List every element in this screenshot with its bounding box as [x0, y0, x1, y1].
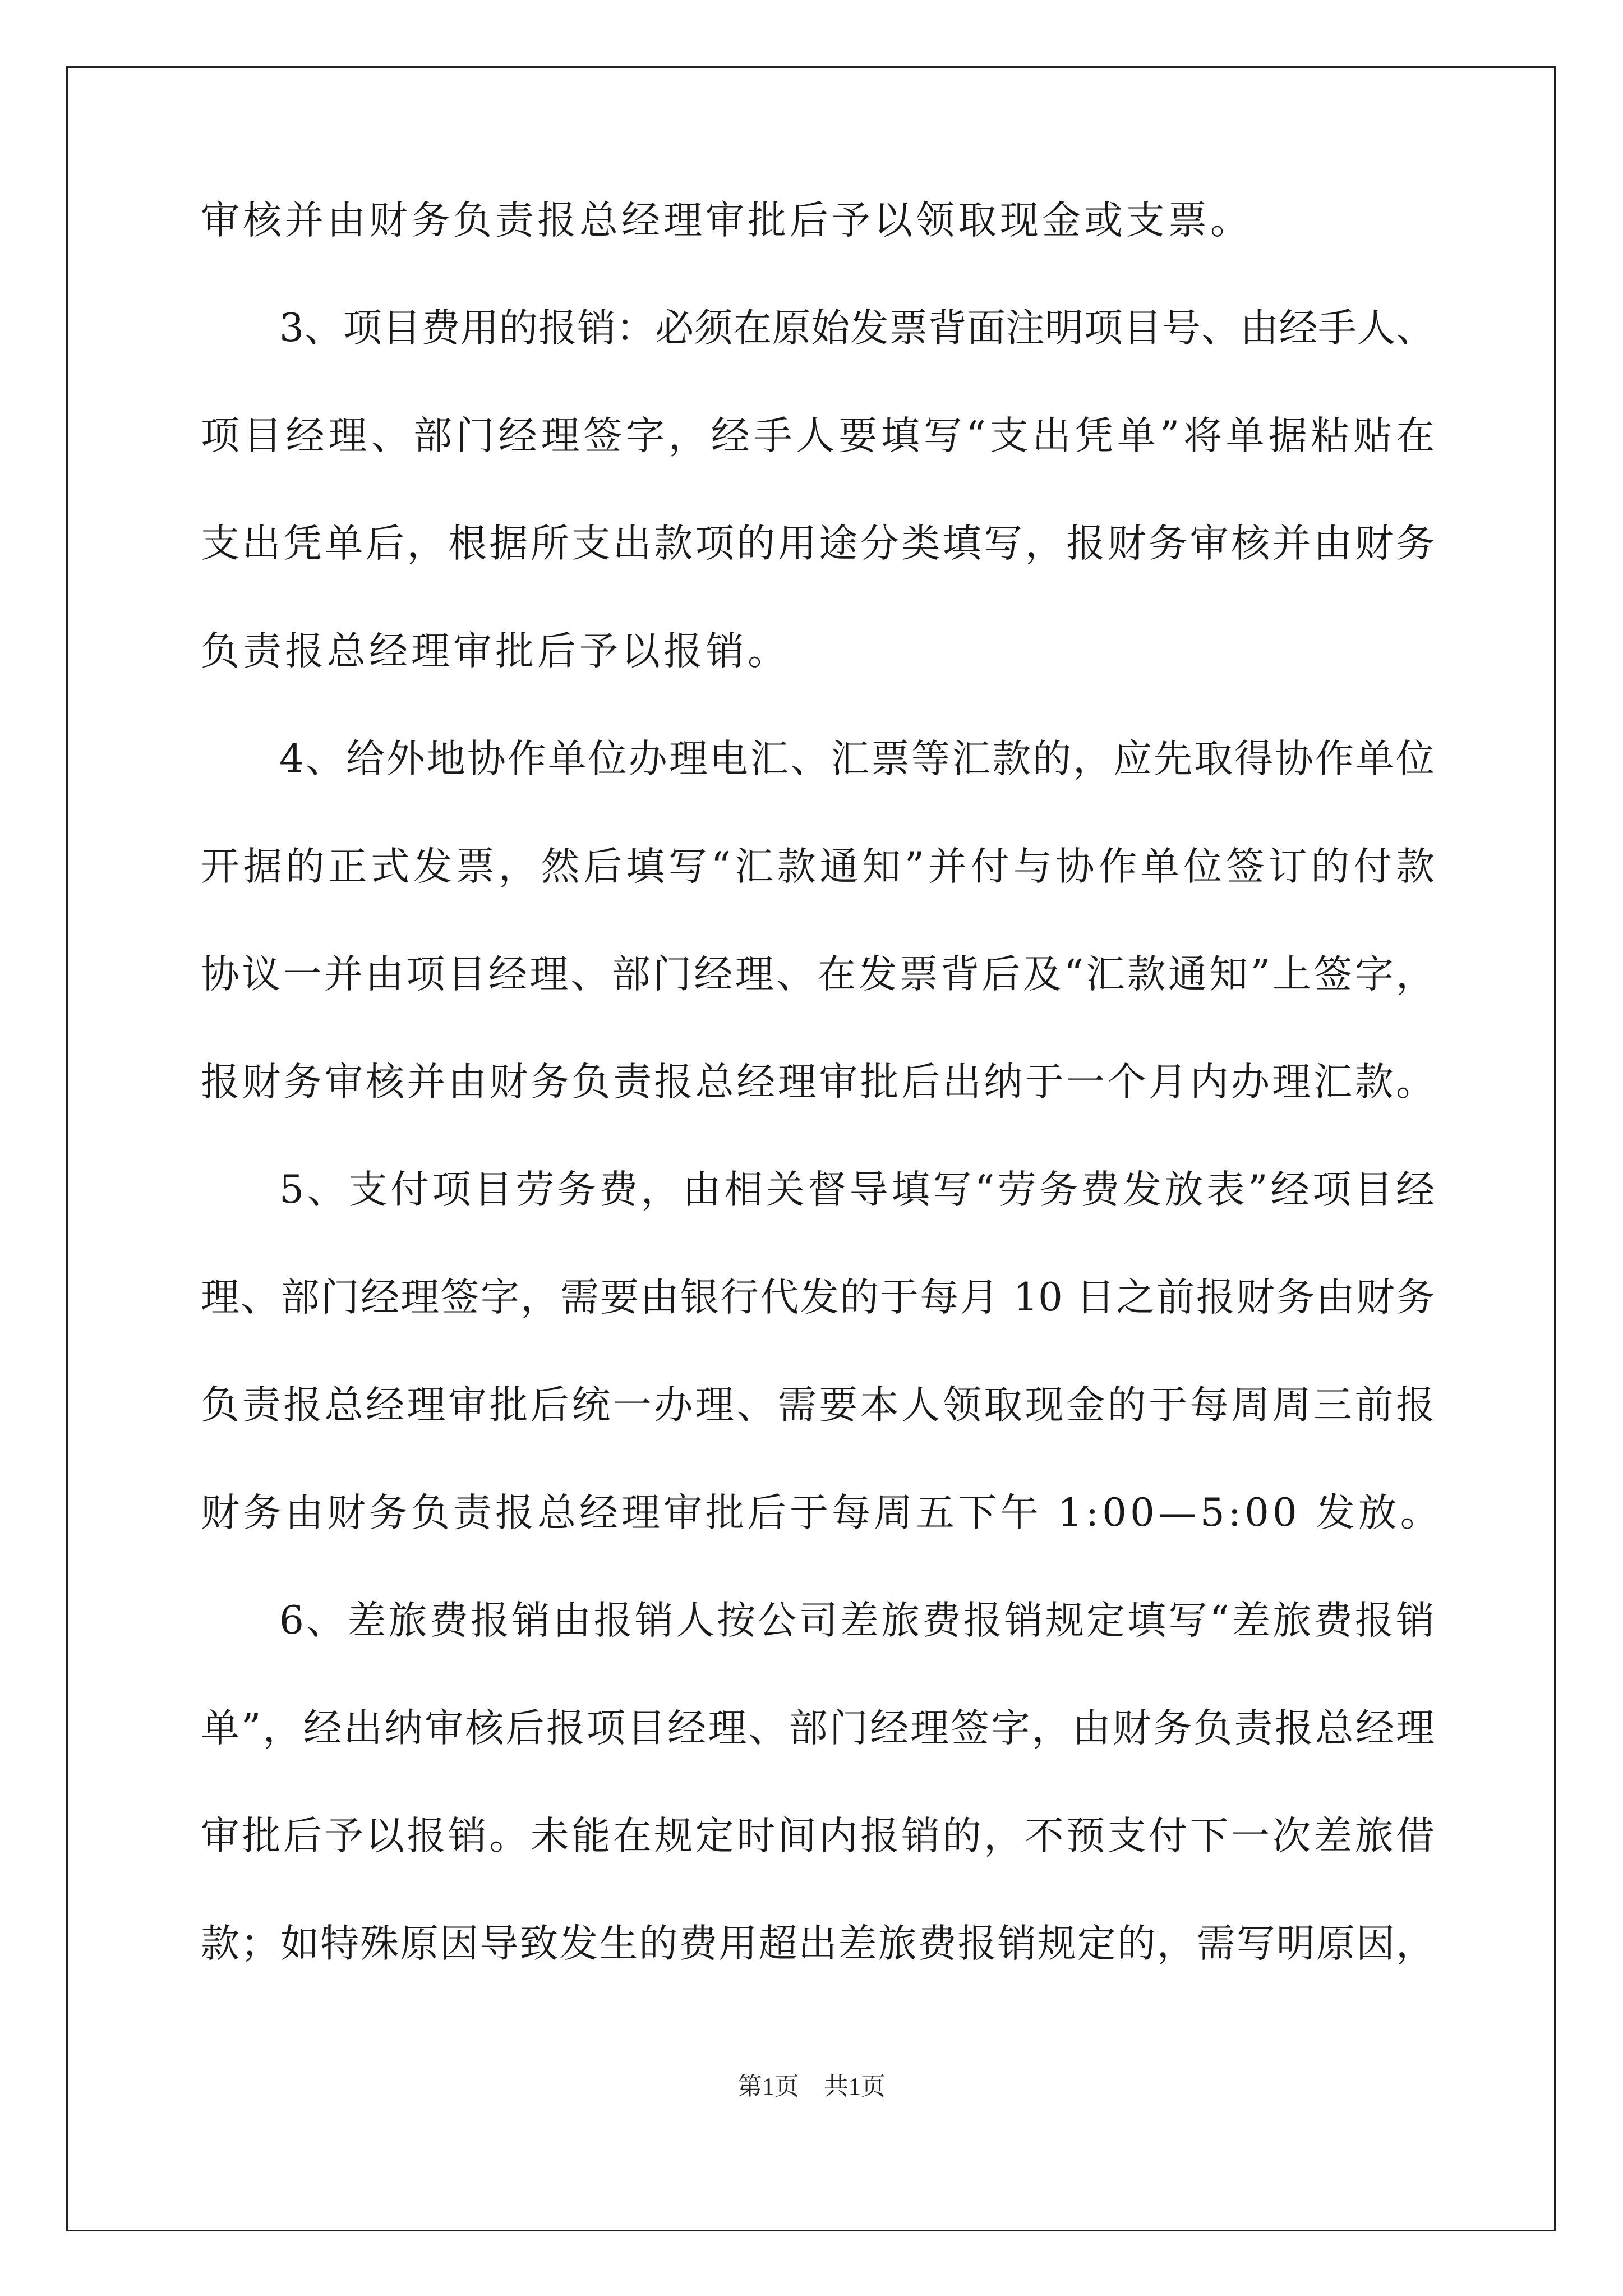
- text-line: 项目经理、部门经理签字，经手人要填写“支出凭单”将单据粘贴在: [201, 413, 1435, 458]
- text-line: 负责报总经理审批后予以报销。: [201, 629, 790, 674]
- text-line: 开据的正式发票，然后填写“汇款通知”并付与协作单位签订的付款: [201, 844, 1435, 889]
- document-body: [201, 194, 1442, 2024]
- text-line: 审核并由财务负责报总经理审批后予以领取现金或支票。: [201, 198, 1252, 243]
- text-line: 审批后予以报销。未能在规定时间内报销的，不预支付下一次差旅借: [201, 1814, 1435, 1858]
- text-line: 款；如特殊原因导致发生的费用超出差旅费报销规定的，需写明原因，: [201, 1921, 1435, 1966]
- text-line: 财务由财务负责报总经理审批后于每周五下午 1:00—5:00 发放。: [201, 1490, 1442, 1535]
- text-line: 3、项目费用的报销：必须在原始发票背面注明项目号、由经手人、: [279, 306, 1435, 351]
- text-line: 4、给外地协作单位办理电汇、汇票等汇款的，应先取得协作单位: [279, 737, 1435, 781]
- text-line: 单”，经出纳审核后报项目经理、部门经理签字，由财务负责报总经理: [201, 1706, 1435, 1751]
- text-line: 协议一并由项目经理、部门经理、在发票背后及“汇款通知”上签字，: [201, 952, 1435, 997]
- text-line: 支出凭单后，根据所支出款项的用途分类填写，报财务审核并由财务: [201, 521, 1435, 566]
- text-line: 负责报总经理审批后统一办理、需要本人领取现金的于每周周三前报: [201, 1383, 1435, 1428]
- text-line: 6、差旅费报销由报销人按公司差旅费报销规定填写“差旅费报销: [279, 1598, 1435, 1643]
- text-line: 5、支付项目劳务费，由相关督导填写“劳务费发放表”经项目经: [279, 1167, 1435, 1212]
- text-line: 理、部门经理签字，需要由银行代发的于每月 10 日之前报财务由财务: [201, 1275, 1435, 1320]
- text-line: 报财务审核并由财务负责报总经理审批后出纳于一个月内办理汇款。: [201, 1060, 1435, 1105]
- page-number-footer: 第1页 共1页: [737, 2073, 886, 2100]
